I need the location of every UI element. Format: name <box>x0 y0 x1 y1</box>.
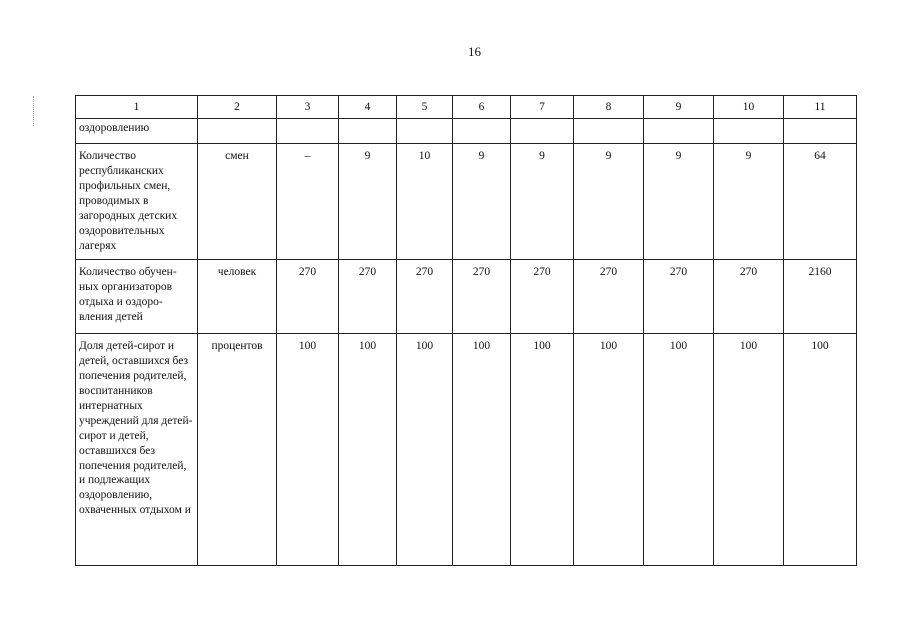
table-row <box>76 119 857 144</box>
header-cell: 7 <box>511 96 574 119</box>
header-cell: 3 <box>277 96 339 119</box>
value-cell: 64 <box>784 144 857 260</box>
value-cell: 9 <box>644 144 714 260</box>
header-cell: 2 <box>198 96 277 119</box>
margin-mark <box>33 96 40 126</box>
indicator-name: Количество обучен-ных организаторов отдыха и оздоро-вления детей <box>76 260 198 334</box>
value-cell <box>644 119 714 144</box>
value-cell <box>453 119 511 144</box>
value-cell: 2160 <box>784 260 857 334</box>
value-cell: 9 <box>511 144 574 260</box>
unit-cell: человек <box>198 260 277 334</box>
value-cell <box>714 119 784 144</box>
value-cell: 10 <box>397 144 453 260</box>
table-header-row <box>76 96 857 119</box>
unit-cell: смен <box>198 144 277 260</box>
value-cell <box>397 119 453 144</box>
value-cell: 100 <box>453 334 511 566</box>
value-cell: 100 <box>277 334 339 566</box>
value-cell: 270 <box>339 260 397 334</box>
value-cell: 9 <box>453 144 511 260</box>
page-number: 16 <box>468 44 481 59</box>
value-cell <box>511 119 574 144</box>
indicator-name: оздоровлению <box>76 119 198 144</box>
value-cell: 270 <box>511 260 574 334</box>
unit-cell <box>198 119 277 144</box>
table-row <box>76 260 857 334</box>
value-cell: 9 <box>574 144 644 260</box>
value-cell: 270 <box>453 260 511 334</box>
value-cell <box>339 119 397 144</box>
value-cell: 9 <box>339 144 397 260</box>
header-cell: 4 <box>339 96 397 119</box>
value-cell: 100 <box>784 334 857 566</box>
value-cell: 100 <box>714 334 784 566</box>
data-table <box>75 95 857 566</box>
value-cell <box>277 119 339 144</box>
value-cell: – <box>277 144 339 260</box>
value-cell <box>784 119 857 144</box>
header-cell: 9 <box>644 96 714 119</box>
header-cell: 11 <box>784 96 857 119</box>
value-cell: 270 <box>397 260 453 334</box>
header-cell: 10 <box>714 96 784 119</box>
value-cell: 100 <box>339 334 397 566</box>
header-cell: 5 <box>397 96 453 119</box>
unit-cell: процентов <box>198 334 277 566</box>
indicator-name: Количество республиканских профильных смен, проводимых в загородных детских оздоровительных лагерях <box>76 144 198 260</box>
indicator-name: Доля детей-сирот и детей, оставшихся без попечения родителей, воспитанников интернатных учреждений для детей-сирот и детей, оставшихся без попечения родителей, и подлежащих оздоровлению, охваченных отдыхом и <box>76 334 198 566</box>
header-cell: 8 <box>574 96 644 119</box>
value-cell: 9 <box>714 144 784 260</box>
value-cell <box>574 119 644 144</box>
value-cell: 100 <box>574 334 644 566</box>
value-cell: 270 <box>277 260 339 334</box>
table-row <box>76 144 857 260</box>
value-cell: 270 <box>714 260 784 334</box>
value-cell: 100 <box>511 334 574 566</box>
value-cell: 100 <box>397 334 453 566</box>
table-row <box>76 334 857 566</box>
value-cell: 100 <box>644 334 714 566</box>
header-cell: 6 <box>453 96 511 119</box>
value-cell: 270 <box>574 260 644 334</box>
value-cell: 270 <box>644 260 714 334</box>
header-cell: 1 <box>76 96 198 119</box>
